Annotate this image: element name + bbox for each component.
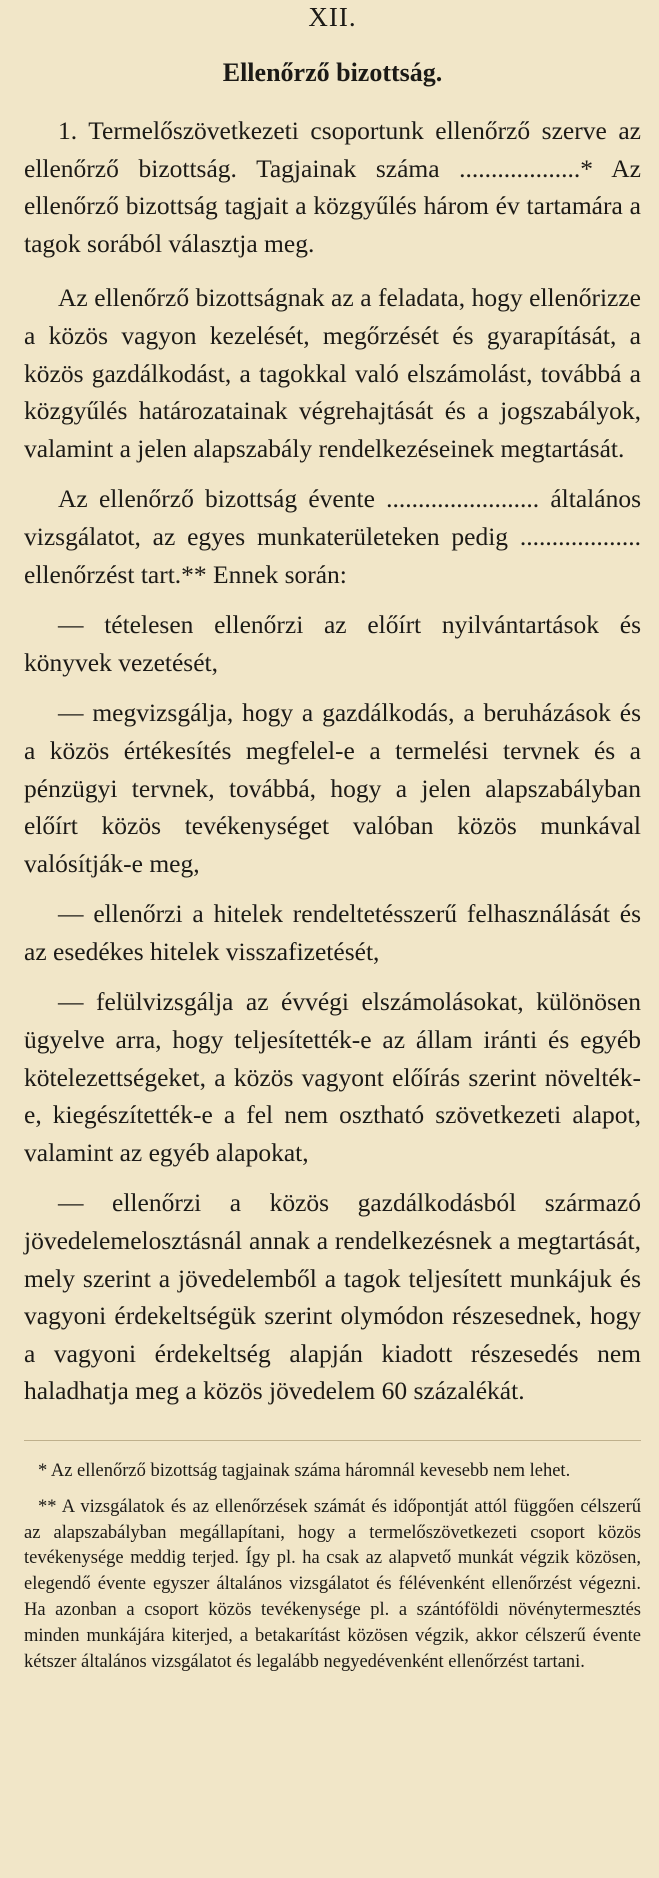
section-title: Ellenőrző bizottság. xyxy=(222,58,443,87)
paragraph: 1. Termelőszövetkezeti csoportunk ellenőrző szerve az ellenőrző bizottság. Tagjainak száma ...................* Az ellenőrző bizottság tagjait a közgyűlés három év tartamára a tagok sorából választja meg. xyxy=(24,116,641,258)
footnotes xyxy=(24,1459,641,1675)
list-item: — ellenőrzi a közös gazdálkodásból származó jövedelemelosztásnál annak a rendelkezésnek a megtartását, mely szerint a jövedelemből a tagok teljesített munkájuk és vagyoni érdekeltségük szerint olymódon részesednek, hogy a vagyoni érdekeltség alapján kiadott részesedés nem haladhatja meg a közös jövedelem 60 százalékát. xyxy=(24,1188,641,1406)
list-item: — ellenőrzi a hitelek rendeltetésszerű felhasználását és az esedékes hitelek visszafizetését, xyxy=(24,899,641,966)
footnote-divider xyxy=(24,1440,641,1441)
list-item: — megvizsgálja, hogy a gazdálkodás, a beruházások és a közös értékesítés megfelel-e a termelési tervnek és a pénzügyi tervnek, továbbá, hogy a jelen alapszabályban előírt közös tevékenységet valóban közös munkával valósítják-e meg, xyxy=(24,698,641,878)
body-text xyxy=(24,112,641,1410)
list-item: — felülvizsgálja az évvégi elszámolásokat, különösen ügyelve arra, hogy teljesítették-e az állam iránti és egyéb kötelezettségeket, a közös vagyont előírás szerint növelték-e, kiegészítették-e a fel nem osztható szövetkezeti alapot, valamint az egyéb alapokat, xyxy=(24,987,641,1167)
list-item: — tételesen ellenőrzi az előírt nyilvántartások és könyvek vezetését, xyxy=(24,610,641,677)
paragraph: Az ellenőrző bizottságnak az a feladata, hogy ellenőrizze a közös vagyon kezelését, megőrzését és gyarapítását, a közös gazdálkodást, a tagokkal való elszámolást, továbbá a közgyűlés határozatainak végrehajtását és a jogszabályok, valamint a jelen alapszabály rendelkezéseinek megtartását. xyxy=(24,283,641,463)
paragraph: Az ellenőrző bizottság évente ........................ általános vizsgálatot, az egyes munkaterületeken pedig ................... ellenőrzést tart.** Ennek során: xyxy=(24,484,641,589)
chapter-number: XII. xyxy=(308,2,357,32)
footnote: * Az ellenőrző bizottság tagjainak száma háromnál kevesebb nem lehet. xyxy=(38,1461,571,1481)
footnote: ** A vizsgálatok és az ellenőrzések számát és időpontját attól függően célszerű az alapszabályban megállapítani, hogy a termelőszövetkezeti csoport közös tevékenysége meddig terjed. Így pl. ha csak az alapvető munkát végzik közösen, elegendő évente egyszer általános vizsgálatot és félévenként ellenőrzést végezni. Ha azonban a csoport közös tevékenysége pl. a szántóföldi növénytermesztés minden munkájára kiterjed, a betakarítást közösen végzik, akkor célszerű évente kétszer általános vizsgálatot és legalább negyedévenként ellenőrzést tartani. xyxy=(24,1496,641,1672)
